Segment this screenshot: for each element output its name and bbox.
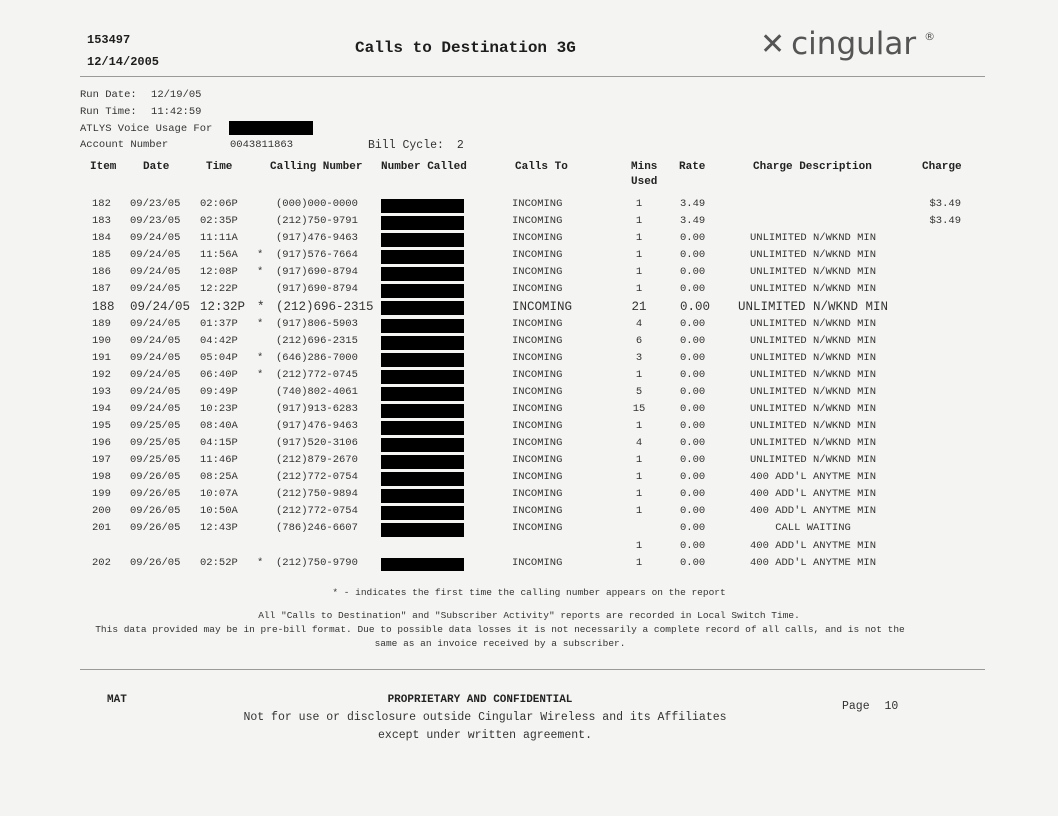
table-row (0, 215, 1058, 232)
cell-star: * (257, 369, 264, 381)
cell-date: 09/26/05 (130, 471, 181, 483)
table-row (0, 471, 1058, 488)
cell-desc: 400 ADD'L ANYTME MIN (749, 540, 877, 552)
cell-calling: (212)696-2315 (276, 335, 358, 347)
cell-calling: (917)913-6283 (276, 403, 358, 415)
note-line-1: All "Calls to Destination" and "Subscriber Activity" reports are recorded in Local Switch Time. (258, 610, 800, 621)
col-calls-to: Calls To (515, 161, 568, 173)
cell-item: 198 (92, 471, 111, 483)
cell-calls-to: INCOMING (512, 522, 563, 534)
document-date: 12/14/2005 (87, 55, 160, 69)
run-date-label: Run Date: (80, 89, 137, 101)
cell-rate: 0.00 (680, 454, 706, 466)
cell-time: 02:52P (200, 557, 238, 569)
run-time-value: 11:42:59 (151, 106, 202, 118)
table-row (0, 557, 1058, 574)
cell-calling: (000)000-0000 (276, 198, 358, 210)
table-row (0, 318, 1058, 335)
cell-rate: 0.00 (680, 386, 706, 398)
cell-calling: (786)246-6607 (276, 522, 358, 534)
cell-time: 12:08P (200, 266, 238, 278)
cell-time: 04:42P (200, 335, 238, 347)
cell-time: 11:46P (200, 454, 238, 466)
bill-cycle-label: Bill Cycle: (368, 139, 444, 152)
cell-time: 10:50A (200, 505, 238, 517)
cell-rate: 0.00 (680, 540, 706, 552)
cell-mins: 1 (635, 232, 643, 244)
redacted-number-called (381, 216, 464, 230)
redacted-number-called (381, 284, 464, 298)
cell-desc: CALL WAITING (775, 522, 851, 534)
redacted-number-called (381, 455, 464, 469)
cell-mins: 1 (635, 283, 643, 295)
cell-time: 12:22P (200, 283, 238, 295)
cell-mins: 1 (635, 420, 643, 432)
page-label: Page (842, 700, 870, 713)
redacted-number-called (381, 336, 464, 350)
cell-mins: 3 (635, 352, 643, 364)
cell-date: 09/25/05 (130, 420, 181, 432)
account-label: Account Number (80, 139, 169, 151)
cell-calls-to: INCOMING (512, 454, 563, 466)
cell-date: 09/26/05 (130, 557, 181, 569)
cell-calls-to: INCOMING (512, 557, 563, 569)
cell-mins: 1 (635, 557, 643, 569)
cell-time: 09:49P (200, 386, 238, 398)
cell-item: 183 (92, 215, 111, 227)
cell-date: 09/24/05 (130, 318, 181, 330)
table-row (0, 540, 1058, 557)
cell-rate: 0.00 (680, 522, 706, 534)
redacted-number-called (381, 404, 464, 418)
cell-rate: 0.00 (680, 318, 706, 330)
cell-time: 08:40A (200, 420, 238, 432)
cell-desc: UNLIMITED N/WKND MIN (749, 318, 877, 330)
cell-time: 01:37P (200, 318, 238, 330)
cell-date: 09/24/05 (130, 386, 181, 398)
redacted-number-called (381, 267, 464, 281)
table-row (0, 232, 1058, 249)
cell-calling: (212)696-2315 (276, 300, 374, 314)
cell-rate: 0.00 (680, 335, 706, 347)
table-row (0, 198, 1058, 215)
cell-date: 09/25/05 (130, 437, 181, 449)
cell-calling: (212)750-9894 (276, 488, 358, 500)
cell-charge: $3.49 (929, 215, 961, 227)
cell-time: 04:15P (200, 437, 238, 449)
redacted-number-called (381, 199, 464, 213)
cell-calling: (212)879-2670 (276, 454, 358, 466)
cell-desc: UNLIMITED N/WKND MIN (749, 352, 877, 364)
cell-mins: 4 (635, 437, 643, 449)
cell-calling: (740)802-4061 (276, 386, 358, 398)
cell-mins: 1 (635, 471, 643, 483)
cell-star: * (257, 300, 265, 314)
col-calling-number: Calling Number (270, 161, 363, 173)
cell-desc: UNLIMITED N/WKND MIN (749, 266, 877, 278)
footer-divider (80, 669, 985, 670)
cell-desc: 400 ADD'L ANYTME MIN (749, 557, 877, 569)
cell-rate: 0.00 (680, 557, 706, 569)
redacted-number-called (381, 523, 464, 537)
redacted-number-called (381, 558, 464, 571)
cell-calls-to: INCOMING (512, 488, 563, 500)
cell-mins: 1 (635, 369, 643, 381)
cell-mins: 4 (635, 318, 643, 330)
table-row (0, 505, 1058, 522)
col-charge-description: Charge Description (753, 161, 872, 173)
cell-time: 10:07A (200, 488, 238, 500)
cell-calling: (917)520-3106 (276, 437, 358, 449)
run-time-line (80, 106, 201, 118)
cell-date: 09/23/05 (130, 198, 181, 210)
cell-rate: 0.00 (680, 266, 706, 278)
cell-date: 09/24/05 (130, 266, 181, 278)
cell-desc: 400 ADD'L ANYTME MIN (749, 471, 877, 483)
col-date: Date (143, 161, 170, 173)
cell-mins: 1 (635, 505, 643, 517)
cell-desc: UNLIMITED N/WKND MIN (749, 369, 877, 381)
cell-rate: 0.00 (680, 283, 706, 295)
cell-calls-to: INCOMING (512, 198, 563, 210)
usage-line (80, 123, 212, 135)
cell-calling: (917)476-9463 (276, 420, 358, 432)
cell-rate: 0.00 (680, 352, 706, 364)
cell-item: 192 (92, 369, 111, 381)
cell-item: 187 (92, 283, 111, 295)
redacted-number-called (381, 250, 464, 264)
cell-calls-to: INCOMING (512, 386, 563, 398)
report-title: Calls to Destination 3G (355, 39, 576, 57)
cell-item: 196 (92, 437, 111, 449)
redacted-number-called (381, 353, 464, 367)
cell-star: * (257, 352, 264, 364)
redacted-number-called (381, 301, 464, 315)
table-row (0, 522, 1058, 539)
col-used: Used (631, 176, 658, 188)
cell-item: 197 (92, 454, 111, 466)
registered-mark: ® (924, 29, 936, 43)
cell-desc: UNLIMITED N/WKND MIN (749, 420, 877, 432)
cell-date: 09/24/05 (130, 403, 181, 415)
cell-item: 195 (92, 420, 111, 432)
cell-calls-to: INCOMING (512, 420, 563, 432)
redacted-number-called (381, 387, 464, 401)
run-date-value: 12/19/05 (151, 89, 202, 101)
cell-desc: UNLIMITED N/WKND MIN (749, 454, 877, 466)
table-row (0, 454, 1058, 471)
redacted-number-called (381, 489, 464, 503)
cell-date: 09/24/05 (130, 369, 181, 381)
cingular-logo (760, 26, 935, 62)
table-row (0, 369, 1058, 386)
cell-rate: 0.00 (680, 232, 706, 244)
cell-calling: (917)806-5903 (276, 318, 358, 330)
cell-mins: 1 (635, 198, 643, 210)
cell-charge: $3.49 (929, 198, 961, 210)
cell-date: 09/24/05 (130, 249, 181, 261)
redacted-subscriber (229, 121, 313, 135)
bill-cycle-value: 2 (456, 139, 464, 152)
cell-item: 182 (92, 198, 111, 210)
cell-date: 09/24/05 (130, 352, 181, 364)
table-row (0, 488, 1058, 505)
cell-calling: (212)750-9791 (276, 215, 358, 227)
cell-item: 199 (92, 488, 111, 500)
bill-cycle (368, 139, 464, 152)
cell-star: * (257, 318, 264, 330)
run-time-label: Run Time: (80, 106, 137, 118)
cell-mins: 5 (635, 386, 643, 398)
col-number-called: Number Called (381, 161, 467, 173)
cell-item: 200 (92, 505, 111, 517)
cell-calls-to: INCOMING (512, 283, 563, 295)
cell-date: 09/23/05 (130, 215, 181, 227)
cell-time: 10:23P (200, 403, 238, 415)
cell-calls-to: INCOMING (512, 300, 573, 314)
cell-rate: 3.49 (680, 215, 706, 227)
cell-mins: 21 (631, 300, 647, 314)
note-line-3: same as an invoice received by a subscriber. (374, 638, 626, 649)
cell-calling: (212)772-0745 (276, 369, 358, 381)
cell-calling: (212)772-0754 (276, 505, 358, 517)
col-rate: Rate (679, 161, 706, 173)
cell-rate: 3.49 (680, 198, 706, 210)
cell-mins: 1 (635, 540, 643, 552)
logo-text: cingular (791, 26, 917, 62)
table-row (0, 437, 1058, 454)
cell-desc: UNLIMITED N/WKND MIN (749, 283, 877, 295)
cell-calling: (917)576-7664 (276, 249, 358, 261)
cell-rate: 0.00 (680, 403, 706, 415)
cell-item: 201 (92, 522, 111, 534)
cell-item: 186 (92, 266, 111, 278)
cell-date: 09/24/05 (130, 300, 191, 314)
cell-rate: 0.00 (680, 471, 706, 483)
note-line-2: This data provided may be in pre-bill format. Due to possible data losses it is not necessarily a complete record of all calls, and is not the (95, 624, 905, 635)
redacted-number-called (381, 370, 464, 384)
cell-rate: 0.00 (680, 505, 706, 517)
redacted-number-called (381, 438, 464, 452)
col-charge: Charge (922, 161, 962, 173)
cell-calls-to: INCOMING (512, 318, 563, 330)
cell-item: 193 (92, 386, 111, 398)
cell-time: 02:35P (200, 215, 238, 227)
cell-item: 184 (92, 232, 111, 244)
redacted-number-called (381, 506, 464, 520)
cell-calls-to: INCOMING (512, 335, 563, 347)
cell-item: 185 (92, 249, 111, 261)
col-mins: Mins (631, 161, 658, 173)
cell-rate: 0.00 (680, 488, 706, 500)
cell-item: 194 (92, 403, 111, 415)
cell-desc: UNLIMITED N/WKND MIN (749, 335, 877, 347)
cell-date: 09/25/05 (130, 454, 181, 466)
cell-mins: 1 (635, 266, 643, 278)
cell-calling: (212)750-9790 (276, 557, 358, 569)
cell-mins: 6 (635, 335, 643, 347)
cell-time: 11:11A (200, 232, 238, 244)
page-number: 10 (884, 700, 899, 713)
footer-line-1: Not for use or disclosure outside Cingular Wireless and its Affiliates (243, 711, 727, 724)
table-row (0, 420, 1058, 437)
cell-date: 09/26/05 (130, 505, 181, 517)
cell-date: 09/26/05 (130, 488, 181, 500)
cell-desc: UNLIMITED N/WKND MIN (749, 403, 877, 415)
cell-item: 189 (92, 318, 111, 330)
usage-label: ATLYS Voice Usage For (80, 123, 213, 135)
cell-time: 08:25A (200, 471, 238, 483)
cell-star: * (257, 266, 264, 278)
table-row (0, 283, 1058, 300)
cell-time: 11:56A (200, 249, 238, 261)
cell-calling: (212)772-0754 (276, 471, 358, 483)
cell-time: 05:04P (200, 352, 238, 364)
proprietary-heading: PROPRIETARY AND CONFIDENTIAL (387, 694, 573, 706)
cell-rate: 0.00 (680, 420, 706, 432)
cell-mins: 1 (635, 488, 643, 500)
cell-desc: 400 ADD'L ANYTME MIN (749, 488, 877, 500)
col-time: Time (206, 161, 233, 173)
cell-calls-to: INCOMING (512, 266, 563, 278)
run-date-line (80, 89, 201, 101)
cell-mins: 1 (635, 249, 643, 261)
cell-mins: 15 (632, 403, 646, 415)
cell-calls-to: INCOMING (512, 232, 563, 244)
star-note: * - indicates the first time the calling number appears on the report (332, 587, 726, 598)
cell-desc: UNLIMITED N/WKND MIN (749, 232, 877, 244)
footer-line-2: except under written agreement. (378, 729, 592, 742)
col-item: Item (90, 161, 117, 173)
cell-calls-to: INCOMING (512, 471, 563, 483)
redacted-number-called (381, 472, 464, 486)
cell-calling: (646)286-7000 (276, 352, 358, 364)
redacted-number-called (381, 421, 464, 435)
cell-item: 191 (92, 352, 111, 364)
cell-calling: (917)476-9463 (276, 232, 358, 244)
table-row (0, 249, 1058, 266)
cell-date: 09/24/05 (130, 283, 181, 295)
cell-time: 12:43P (200, 522, 238, 534)
redacted-number-called (381, 319, 464, 333)
account-number: 0043811863 (230, 139, 294, 151)
cell-calls-to: INCOMING (512, 505, 563, 517)
cell-rate: 0.00 (680, 249, 706, 261)
cell-rate: 0.00 (680, 300, 711, 314)
cell-rate: 0.00 (680, 369, 706, 381)
table-row (0, 266, 1058, 283)
document-id: 153497 (87, 33, 131, 47)
cell-calls-to: INCOMING (512, 437, 563, 449)
cell-item: 190 (92, 335, 111, 347)
cell-calls-to: INCOMING (512, 352, 563, 364)
cell-desc: 400 ADD'L ANYTME MIN (749, 505, 877, 517)
cell-desc: UNLIMITED N/WKND MIN (737, 300, 889, 314)
table-row (0, 352, 1058, 369)
cell-calling: (917)690-8794 (276, 283, 358, 295)
cell-date: 09/26/05 (130, 522, 181, 534)
footer-initials: MAT (107, 694, 127, 706)
cell-time: 12:32P (200, 300, 246, 314)
cell-rate: 0.00 (680, 437, 706, 449)
cell-date: 09/24/05 (130, 232, 181, 244)
table-row (0, 386, 1058, 403)
cell-star: * (257, 249, 264, 261)
cell-calls-to: INCOMING (512, 403, 563, 415)
cell-calls-to: INCOMING (512, 215, 563, 227)
cell-calls-to: INCOMING (512, 369, 563, 381)
table-row (0, 300, 1058, 317)
cell-desc: UNLIMITED N/WKND MIN (749, 386, 877, 398)
cell-star: * (257, 557, 264, 569)
cell-date: 09/24/05 (130, 335, 181, 347)
cell-desc: UNLIMITED N/WKND MIN (749, 249, 877, 261)
cell-time: 06:40P (200, 369, 238, 381)
table-row (0, 403, 1058, 420)
page-indicator (842, 700, 898, 713)
cell-time: 02:06P (200, 198, 238, 210)
table-row (0, 335, 1058, 352)
cingular-x-icon: ✕ (760, 26, 786, 62)
cell-item: 188 (92, 300, 115, 314)
header-divider (80, 76, 985, 77)
cell-mins: 1 (635, 454, 643, 466)
cell-item: 202 (92, 557, 111, 569)
cell-calls-to: INCOMING (512, 249, 563, 261)
cell-calling: (917)690-8794 (276, 266, 358, 278)
cell-mins: 1 (635, 215, 643, 227)
cell-desc: UNLIMITED N/WKND MIN (749, 437, 877, 449)
redacted-number-called (381, 233, 464, 247)
